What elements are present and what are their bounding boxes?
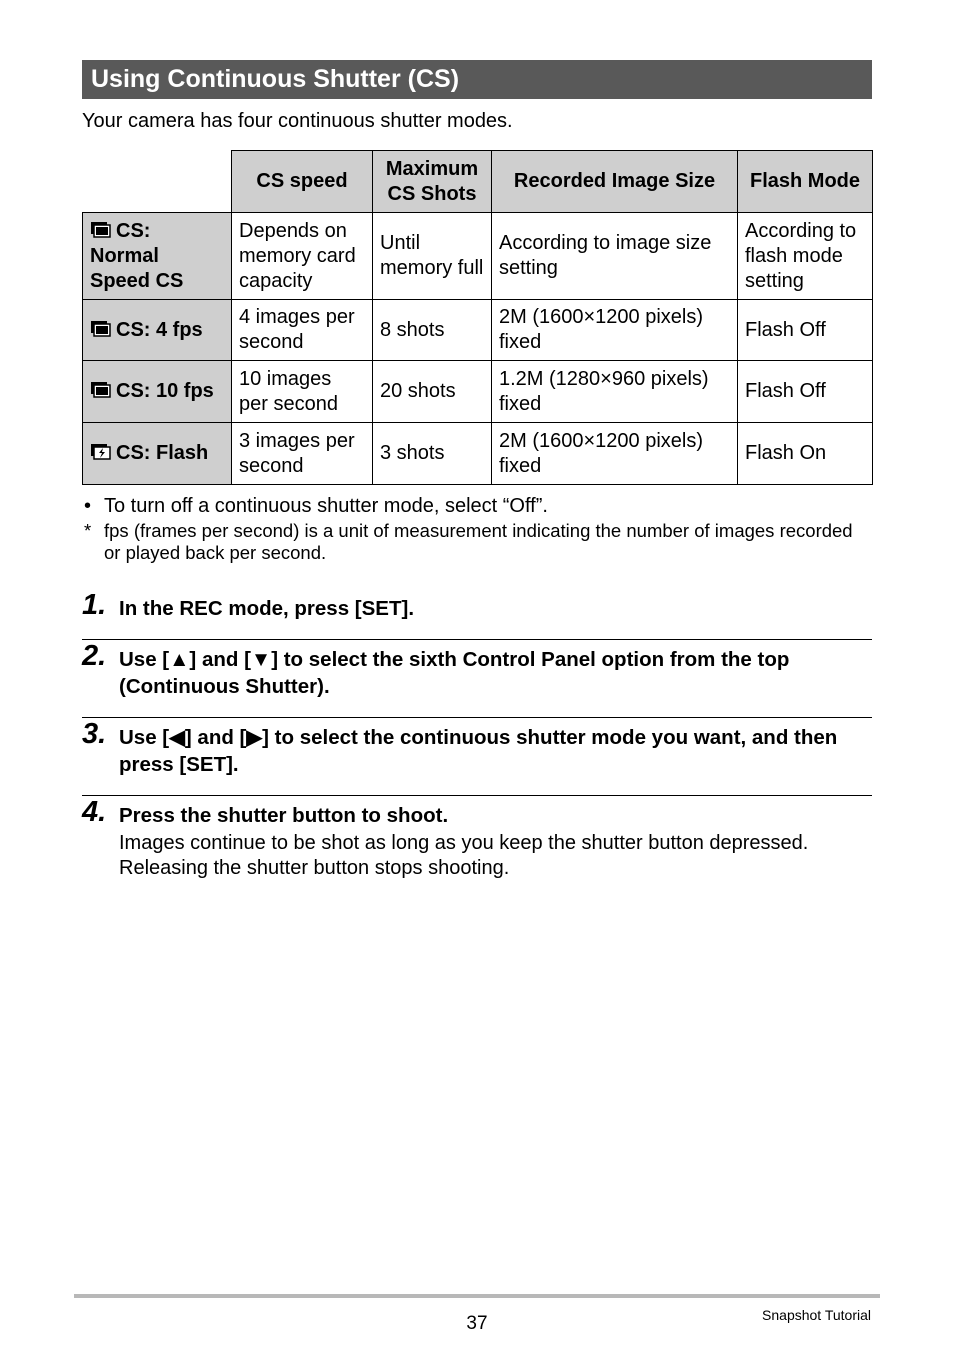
mode-label: CS: 10 fps [116, 380, 214, 402]
note-item [82, 494, 872, 518]
speed-cell: 4 images per second [232, 300, 373, 361]
header-image-size: Recorded Image Size [492, 151, 738, 213]
header-max-shots: Maximum CS Shots [373, 151, 492, 213]
footer-divider [74, 1294, 880, 1298]
step-instruction: Use [▲] and [▼] to select the sixth Control Panel option from the top (Continuous Shutter). [119, 648, 790, 698]
header-cs-speed: CS speed [232, 151, 373, 213]
flash-cell: Flash Off [738, 361, 873, 423]
continuous-flash-icon [90, 443, 112, 461]
step-1 [82, 589, 872, 622]
table-row [83, 423, 873, 485]
speed-cell: 10 images per second [232, 361, 373, 423]
chapter-label: Snapshot Tutorial [762, 1307, 871, 1323]
step-divider [82, 795, 872, 796]
size-cell: 2M (1600×1200 pixels) fixed [492, 300, 738, 361]
header-blank [83, 151, 232, 213]
step-2 [82, 640, 872, 700]
flash-cell: According to flash mode setting [738, 213, 873, 300]
table-row [83, 361, 873, 423]
note-text: To turn off a continuous shutter mode, select “Off”. [104, 495, 548, 517]
speed-cell: 3 images per second [232, 423, 373, 485]
step-number: 1. [82, 589, 107, 621]
step-divider [82, 717, 872, 718]
size-cell: 1.2M (1280×960 pixels) fixed [492, 361, 738, 423]
step-instruction: In the REC mode, press [SET]. [119, 597, 415, 620]
step-4 [82, 796, 872, 881]
mode-cell [83, 213, 232, 300]
shots-cell: 20 shots [373, 361, 492, 423]
section-title: Using Continuous Shutter (CS) [82, 60, 872, 99]
step-number: 2. [82, 640, 107, 672]
step-divider [82, 639, 872, 640]
flash-cell: Flash On [738, 423, 873, 485]
table-header-row [83, 151, 873, 213]
step-3 [82, 718, 872, 778]
size-cell: 2M (1600×1200 pixels) fixed [492, 423, 738, 485]
step-number: 4. [82, 796, 107, 828]
mode-label: CS: 4 fps [116, 318, 203, 341]
mode-cell [83, 300, 232, 361]
mode-label: CS: Flash [116, 442, 209, 464]
continuous-normal-icon [90, 221, 112, 239]
size-cell: According to image size setting [492, 213, 738, 300]
continuous-4fps-icon [90, 320, 112, 338]
page-number: 37 [466, 1313, 488, 1334]
step-description: Images continue to be shot as long as you keep the shutter button depressed. Releasing the shutter button stops shooting. [119, 832, 809, 879]
mode-cell [83, 423, 232, 485]
header-flash-mode: Flash Mode [738, 151, 873, 213]
speed-cell: Depends on memory card capacity [232, 213, 373, 300]
table-row [83, 300, 873, 361]
cs-modes-table [82, 150, 873, 485]
flash-cell: Flash Off [738, 300, 873, 361]
mode-label: CS: Normal Speed CS [90, 219, 184, 292]
table-row [83, 213, 873, 300]
intro-text: Your camera has four continuous shutter modes. [82, 110, 513, 132]
footnote-item [82, 520, 872, 564]
step-instruction: Use [◀] and [▶] to select the continuous shutter mode you want, and then press [SET]. [119, 726, 838, 776]
mode-cell [83, 361, 232, 423]
footnote-text: fps (frames per second) is a unit of measurement indicating the number of images recorded or played back per second. [104, 520, 853, 563]
bullet-mark: • [84, 495, 92, 517]
shots-cell: Until memory full [373, 213, 492, 300]
continuous-10fps-icon [90, 381, 112, 399]
asterisk-mark: * [84, 520, 92, 541]
step-instruction: Press the shutter button to shoot. [119, 804, 449, 827]
notes [82, 494, 872, 564]
shots-cell: 8 shots [373, 300, 492, 361]
shots-cell: 3 shots [373, 423, 492, 485]
step-number: 3. [82, 718, 107, 750]
